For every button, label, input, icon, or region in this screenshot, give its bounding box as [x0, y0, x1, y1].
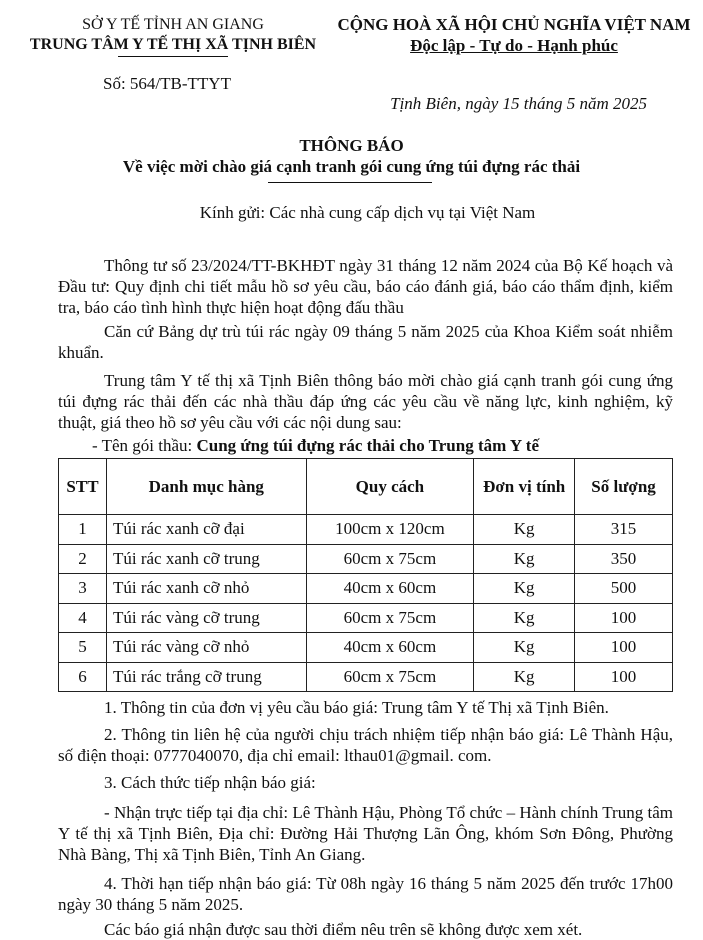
row-quantity: 100: [575, 633, 673, 663]
subject-underline: [268, 182, 432, 183]
item-receiving-method: 3. Cách thức tiếp nhận báo giá:: [104, 773, 316, 792]
document-number: Số: 564/TB-TTYT: [103, 74, 231, 93]
estimate-basis-paragraph: Căn cứ Bảng dự trù túi rác ngày 09 tháng 5 năm 2025 của Khoa Kiểm soát nhiễm khuẩn.: [58, 322, 673, 362]
row-spec: 40cm x 60cm: [306, 574, 474, 604]
row-quantity: 100: [575, 603, 673, 633]
legal-basis-paragraph: Thông tư số 23/2024/TT-BKHĐT ngày 31 tháng 12 năm 2024 của Bộ Kế hoạch và Đầu tư: Quy định chi tiết mẫu hồ sơ yêu cầu, báo cáo đánh giá, báo cáo thẩm định, kiểm tra, báo cáo tình hình thực hiện hoạt động đấu thầu: [58, 256, 673, 317]
late-submission-note: Các báo giá nhận được sau thời điểm nêu trên sẽ không được xem xét.: [104, 920, 583, 939]
item-contact-info: 2. Thông tin liên hệ của người chịu trách nhiệm tiếp nhận báo giá: Lê Thành Hậu, số điện thoại: 0777040070, địa chỉ email: lthau01@gmail. com.: [58, 725, 673, 765]
place-and-date: Tịnh Biên, ngày 15 tháng 5 năm 2025: [390, 94, 647, 113]
item-requesting-unit: 1. Thông tin của đơn vị yêu cầu báo giá: Trung tâm Y tế Thị xã Tịnh Biên.: [104, 698, 609, 717]
table-header-row: [59, 459, 673, 515]
row-stt: 5: [59, 633, 107, 663]
row-stt: 3: [59, 574, 107, 604]
row-quantity: 315: [575, 515, 673, 545]
org-parent: SỞ Y TẾ TỈNH AN GIANG: [82, 16, 264, 33]
table-row: [59, 544, 673, 574]
recipient-line: Kính gửi: Các nhà cung cấp dịch vụ tại Việt Nam: [199, 203, 536, 222]
row-unit: Kg: [474, 662, 575, 692]
notice-title: THÔNG BÁO: [299, 136, 404, 155]
org-underline: [118, 56, 228, 57]
table-row: [59, 574, 673, 604]
column-header-stt: STT: [59, 459, 107, 515]
nation-motto: Độc lập - Tự do - Hạnh phúc: [410, 36, 618, 55]
row-item: Túi rác xanh cỡ nhỏ: [106, 574, 306, 604]
row-spec: 60cm x 75cm: [306, 544, 474, 574]
package-name: Cung ứng túi đựng rác thải cho Trung tâm Y tế: [196, 436, 539, 455]
row-stt: 4: [59, 603, 107, 633]
column-header-spec: Quy cách: [306, 459, 474, 515]
table-row: [59, 662, 673, 692]
row-quantity: 500: [575, 574, 673, 604]
item-receiving-address: - Nhận trực tiếp tại địa chỉ: Lê Thành Hậu, Phòng Tổ chức – Hành chính Trung tâm Y tế thị xã Tịnh Biên, Địa chỉ: Đường Hải Thượng Lãn Ông, khóm Sơn Đông, Phường Nhà Bàng, Thị xã Tịnh Biên, Tỉnh An Giang.: [58, 803, 673, 864]
invitation-paragraph: Trung tâm Y tế thị xã Tịnh Biên thông báo mời chào giá cạnh tranh gói cung ứng túi đựng rác thải đến các nhà thầu đáp ứng các yêu cầu về năng lực, kinh nghiệm, kỹ thuật, giá theo hồ sơ yêu cầu với các nội dung sau:: [58, 371, 673, 432]
row-unit: Kg: [474, 515, 575, 545]
row-unit: Kg: [474, 633, 575, 663]
item-deadline: 4. Thời hạn tiếp nhận báo giá: Từ 08h ngày 16 tháng 5 năm 2025 đến trước 17h00 ngày 30 tháng 5 năm 2025.: [58, 874, 673, 914]
package-label: - Tên gói thầu:: [92, 436, 197, 455]
row-stt: 1: [59, 515, 107, 545]
table-row: [59, 515, 673, 545]
table-row: [59, 603, 673, 633]
column-header-item: Danh mục hàng: [106, 459, 306, 515]
row-spec: 40cm x 60cm: [306, 633, 474, 663]
nation-title: CỘNG HOÀ XÃ HỘI CHỦ NGHĨA VIỆT NAM: [337, 15, 691, 34]
row-spec: 60cm x 75cm: [306, 662, 474, 692]
row-stt: 2: [59, 544, 107, 574]
row-item: Túi rác xanh cỡ trung: [106, 544, 306, 574]
org-name: TRUNG TÂM Y TẾ THỊ XÃ TỊNH BIÊN: [29, 36, 317, 53]
row-unit: Kg: [474, 603, 575, 633]
column-header-quantity: Số lượng: [575, 459, 673, 515]
table-row: [59, 633, 673, 663]
notice-subject: Về việc mời chào giá cạnh tranh gói cung ứng túi đựng rác thải: [122, 157, 581, 176]
row-item: Túi rác xanh cỡ đại: [106, 515, 306, 545]
row-stt: 6: [59, 662, 107, 692]
row-item: Túi rác trắng cỡ trung: [106, 662, 306, 692]
row-unit: Kg: [474, 574, 575, 604]
row-spec: 60cm x 75cm: [306, 603, 474, 633]
row-quantity: 350: [575, 544, 673, 574]
row-spec: 100cm x 120cm: [306, 515, 474, 545]
package-line: [92, 436, 539, 456]
goods-table: [58, 458, 673, 692]
row-item: Túi rác vàng cỡ nhỏ: [106, 633, 306, 663]
row-unit: Kg: [474, 544, 575, 574]
row-quantity: 100: [575, 662, 673, 692]
column-header-unit: Đơn vị tính: [474, 459, 575, 515]
row-item: Túi rác vàng cỡ trung: [106, 603, 306, 633]
